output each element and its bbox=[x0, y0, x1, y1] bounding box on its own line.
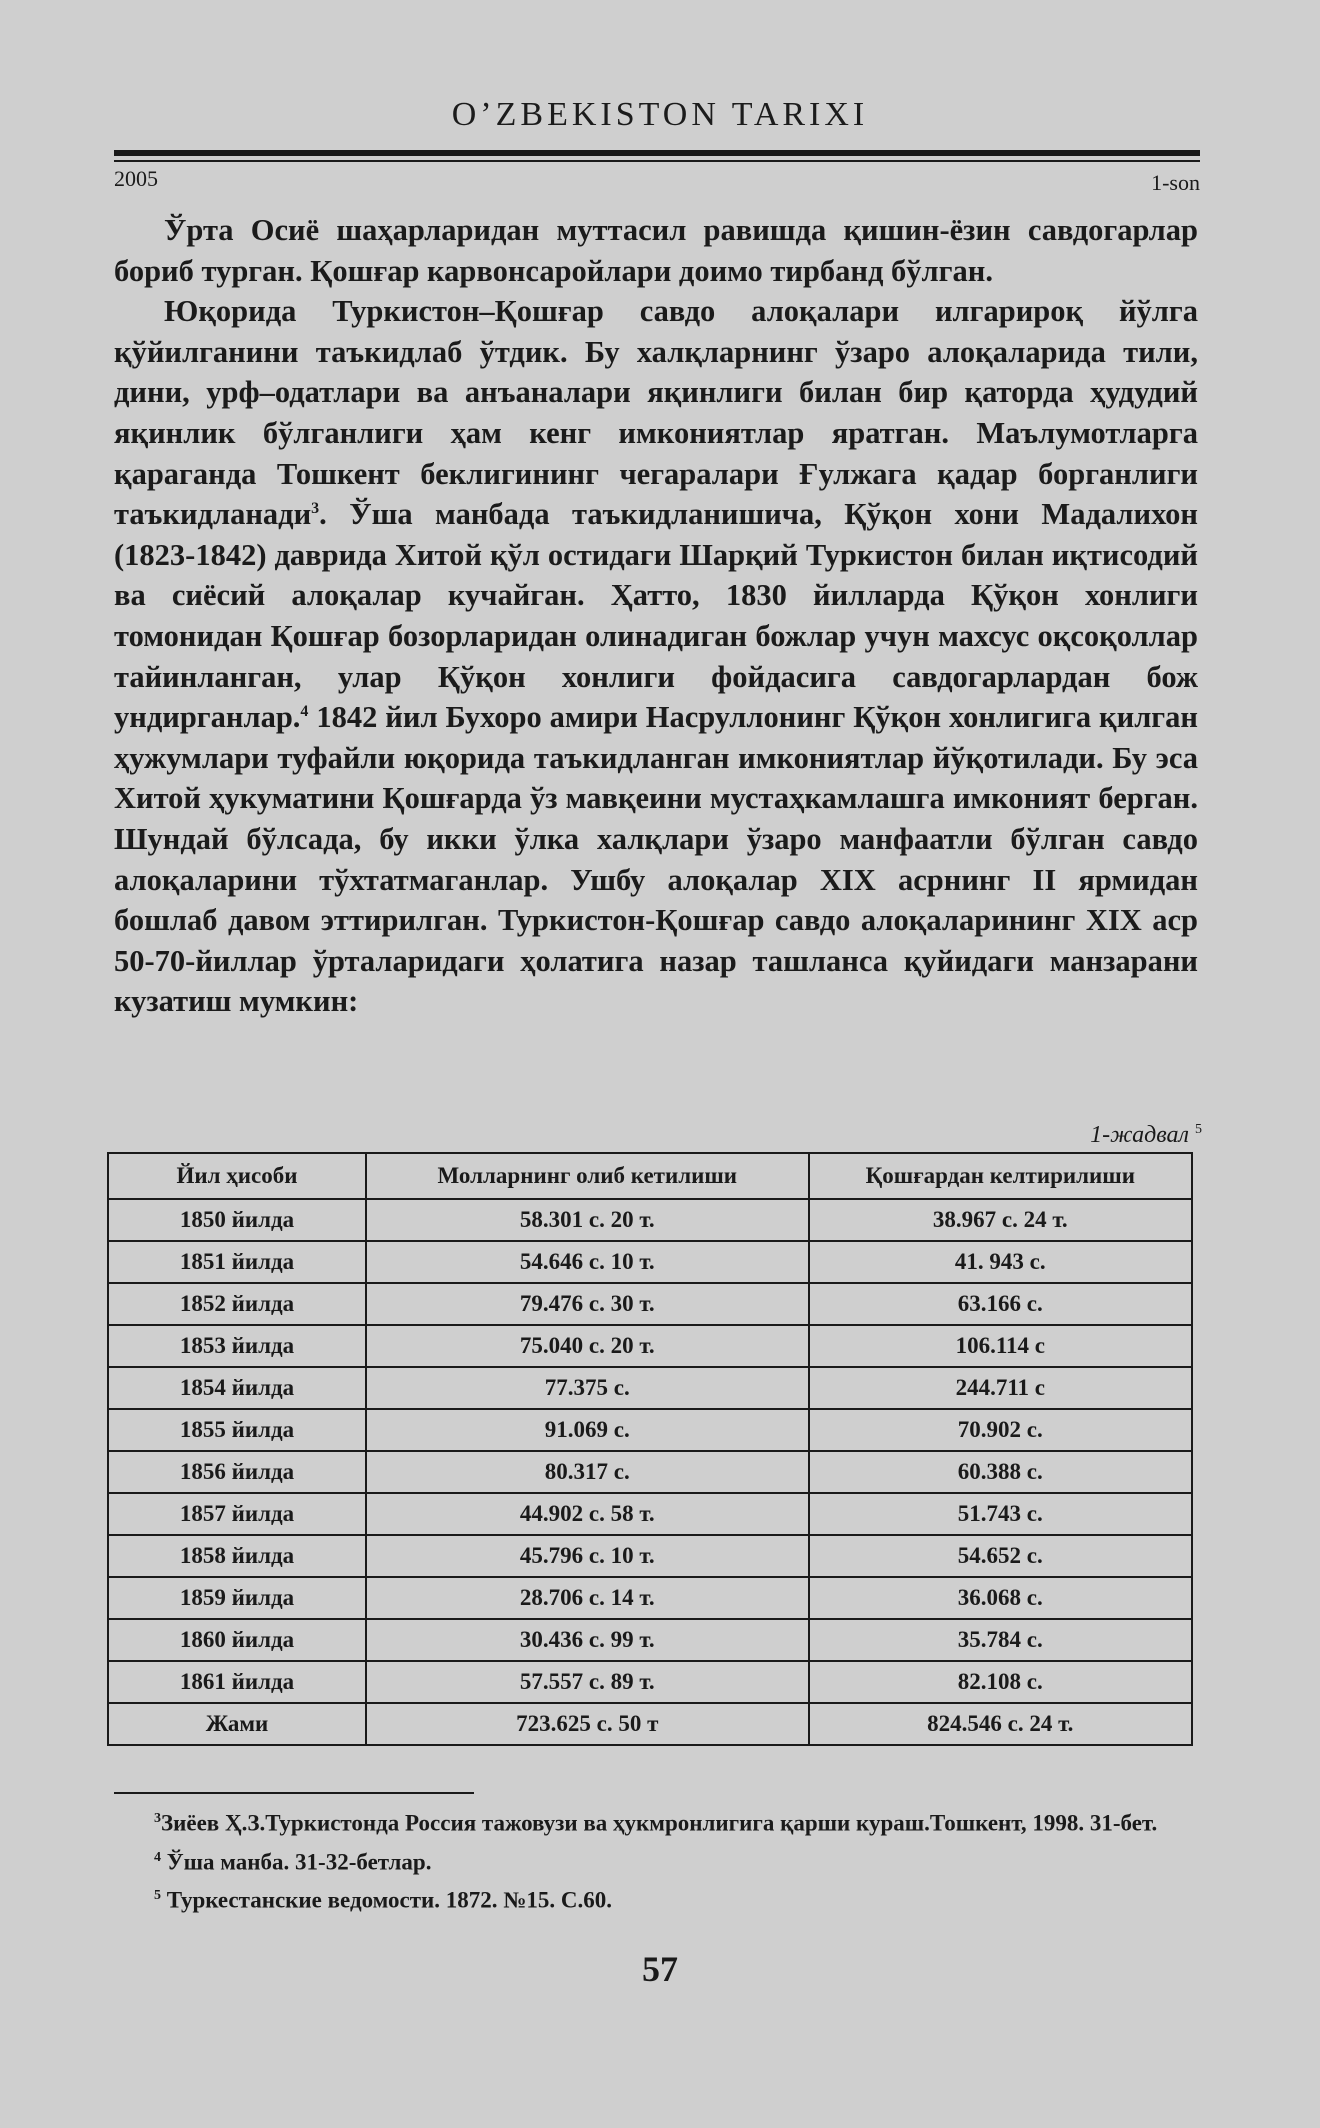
footnote-5 bbox=[114, 1879, 1196, 1918]
table-cell-year: 1852 йилда bbox=[108, 1283, 366, 1325]
footnote-3 bbox=[114, 1802, 1196, 1841]
table-cell-import: 82.108 с. bbox=[809, 1661, 1192, 1703]
table-cell-import: 51.743 с. bbox=[809, 1493, 1192, 1535]
footnote-ref-5[interactable]: 5 bbox=[1195, 1122, 1202, 1137]
table-cell-import: 106.114 с bbox=[809, 1325, 1192, 1367]
table-cell-import: 63.166 с. bbox=[809, 1283, 1192, 1325]
table-row bbox=[108, 1577, 1192, 1619]
table-row bbox=[108, 1451, 1192, 1493]
footnote-separator bbox=[114, 1792, 474, 1794]
article-body bbox=[114, 210, 1198, 1022]
table-cell-total-import: 824.546 с. 24 т. bbox=[809, 1703, 1192, 1745]
table-cell-year: 1853 йилда bbox=[108, 1325, 366, 1367]
table-cell-import: 54.652 с. bbox=[809, 1535, 1192, 1577]
table-cell-import: 60.388 с. bbox=[809, 1451, 1192, 1493]
table-row bbox=[108, 1661, 1192, 1703]
footnote-mark: 5 bbox=[154, 1888, 161, 1904]
table-header-row bbox=[108, 1153, 1192, 1199]
footnotes bbox=[114, 1802, 1196, 1918]
paragraph-2 bbox=[114, 291, 1198, 1022]
paragraph-1: Ўрта Осиё шаҳарларидан муттасил равишда қишин-ёзин савдогарлар бориб турган. Қошғар карвонсаройлари доимо тирбанд бўлган. bbox=[114, 213, 1198, 288]
table-cell-year: 1856 йилда bbox=[108, 1451, 366, 1493]
footnote-mark: 3 bbox=[154, 1811, 161, 1826]
table-cell-year: 1859 йилда bbox=[108, 1577, 366, 1619]
footnote-text: Туркестанские ведомости. 1872. №15. С.60. bbox=[161, 1887, 612, 1913]
table-row bbox=[108, 1535, 1192, 1577]
table-row bbox=[108, 1367, 1192, 1409]
column-header-export: Молларнинг олиб кетилиши bbox=[366, 1153, 809, 1199]
table-cell-export: 45.796 с. 10 т. bbox=[366, 1535, 809, 1577]
paragraph-2-part-b: . Ўша манбада таъкидланишича, Қўқон хони Мадалихон (1823-1842) даврида Хитой қўл остидаги Шарқий Туркистон билан иқтисодий ва сиёсий алоқалар кучайган. Ҳатто, 1830 йилларда Қўқон хонлиги томонидан Қошғар бозорларидан олинадиган божлар учун махсус оқсоқоллар тайинланган, улар Қўқон хонлиги фойдасига савдогарлардан бож ундирганлар. bbox=[114, 497, 1198, 735]
footnote-mark: 4 bbox=[154, 1849, 161, 1865]
table-cell-import: 35.784 с. bbox=[809, 1619, 1192, 1661]
table-cell-export: 77.375 с. bbox=[366, 1367, 809, 1409]
trade-table bbox=[107, 1152, 1193, 1746]
issue-year: 2005 bbox=[114, 166, 158, 191]
footnote-ref-4[interactable]: 4 bbox=[300, 702, 309, 720]
table-cell-export: 54.646 с. 10 т. bbox=[366, 1241, 809, 1283]
table-caption bbox=[1090, 1122, 1202, 1149]
table-cell-year: 1860 йилда bbox=[108, 1619, 366, 1661]
column-header-import: Қошғардан келтирилиши bbox=[809, 1153, 1192, 1199]
table-cell-year: 1861 йилда bbox=[108, 1661, 366, 1703]
table-cell-import: 70.902 с. bbox=[809, 1409, 1192, 1451]
table-row bbox=[108, 1199, 1192, 1241]
footnote-ref-3[interactable]: 3 bbox=[311, 500, 320, 517]
table-cell-export: 30.436 с. 99 т. bbox=[366, 1619, 809, 1661]
footnote-4 bbox=[114, 1841, 1196, 1880]
table-cell-export: 58.301 с. 20 т. bbox=[366, 1199, 809, 1241]
paragraph-2-part-c: 1842 йил Бухоро амири Насруллонинг Қўқон хонлигига қилган ҳужумлари туфайли юқорида таъкидланган имкониятлар йўқотилади. Бу эса Хитой ҳукуматини Қошғарда ўз мавқеини мустаҳкамлашга имконият берган. Шундай бўлсада, бу икки ўлка халқлари ўзаро манфаатли бўлган савдо алоқаларини тўхтатмаганлар. Ушбу алоқалар XIX асрнинг II ярмидан бошлаб давом эттирилган. Туркистон-Қошғар савдо алоқаларининг XIX аср 50-70-йиллар ўрталаридаги ҳолатига назар ташланса қуйидаги манзарани кузатиш мумкин: bbox=[114, 700, 1198, 1019]
table-caption-label: 1-жадвал bbox=[1090, 1122, 1189, 1148]
table-cell-import: 41. 943 с. bbox=[809, 1241, 1192, 1283]
table-cell-export: 79.476 с. 30 т. bbox=[366, 1283, 809, 1325]
issue-number: 1-son bbox=[1151, 170, 1200, 195]
table-row bbox=[108, 1409, 1192, 1451]
table-cell-year: 1854 йилда bbox=[108, 1367, 366, 1409]
table-cell-year: 1857 йилда bbox=[108, 1493, 366, 1535]
journal-title: O’ZBEKISTON TARIXI bbox=[451, 96, 869, 133]
table-row bbox=[108, 1619, 1192, 1661]
table-cell-year: 1850 йилда bbox=[108, 1199, 366, 1241]
page-number: 57 bbox=[642, 1949, 678, 1989]
table-cell-year: 1858 йилда bbox=[108, 1535, 366, 1577]
footnote-text: Зиёев Ҳ.З.Туркистонда Россия тажовузи ва ҳукмронлигига қарши кураш.Тошкент, 1998. 31-бет. bbox=[161, 1810, 1158, 1836]
table-cell-import: 36.068 с. bbox=[809, 1577, 1192, 1619]
table-cell-export: 44.902 с. 58 т. bbox=[366, 1493, 809, 1535]
footnote-text: Ўша манба. 31-32-бетлар. bbox=[161, 1849, 432, 1875]
table-cell-total-label: Жами bbox=[108, 1703, 366, 1745]
table-cell-year: 1851 йилда bbox=[108, 1241, 366, 1283]
table-cell-export: 91.069 с. bbox=[366, 1409, 809, 1451]
table-cell-export: 80.317 с. bbox=[366, 1451, 809, 1493]
table-row bbox=[108, 1241, 1192, 1283]
table-total-row bbox=[108, 1703, 1192, 1745]
table-cell-total-export: 723.625 с. 50 т bbox=[366, 1703, 809, 1745]
table-cell-export: 75.040 с. 20 т. bbox=[366, 1325, 809, 1367]
header-rule-thin bbox=[114, 160, 1200, 162]
column-header-year: Йил ҳисоби bbox=[108, 1153, 366, 1199]
table-row bbox=[108, 1283, 1192, 1325]
paragraph-2-part-a: Юқорида Туркистон–Қошғар савдо алоқалари илгарироқ йўлга қўйилганини таъкидлаб ўтдик. Бу халқларнинг ўзаро алоқаларида тили, дини, урф–одатлари ва анъаналари яқинлиги билан бир қаторда ҳудудий яқинлик бўлганлиги ҳам кенг имкониятлар яратган. Маълумотларга қараганда Тошкент беклигининг чегаралари Ғулжага қадар борганлиги таъкидланади bbox=[114, 294, 1198, 532]
table-row bbox=[108, 1325, 1192, 1367]
table-cell-export: 28.706 с. 14 т. bbox=[366, 1577, 809, 1619]
header-rule-thick bbox=[114, 150, 1200, 156]
table-row bbox=[108, 1493, 1192, 1535]
table-cell-export: 57.557 с. 89 т. bbox=[366, 1661, 809, 1703]
table-cell-year: 1855 йилда bbox=[108, 1409, 366, 1451]
table-cell-import: 38.967 с. 24 т. bbox=[809, 1199, 1192, 1241]
table-cell-import: 244.711 с bbox=[809, 1367, 1192, 1409]
